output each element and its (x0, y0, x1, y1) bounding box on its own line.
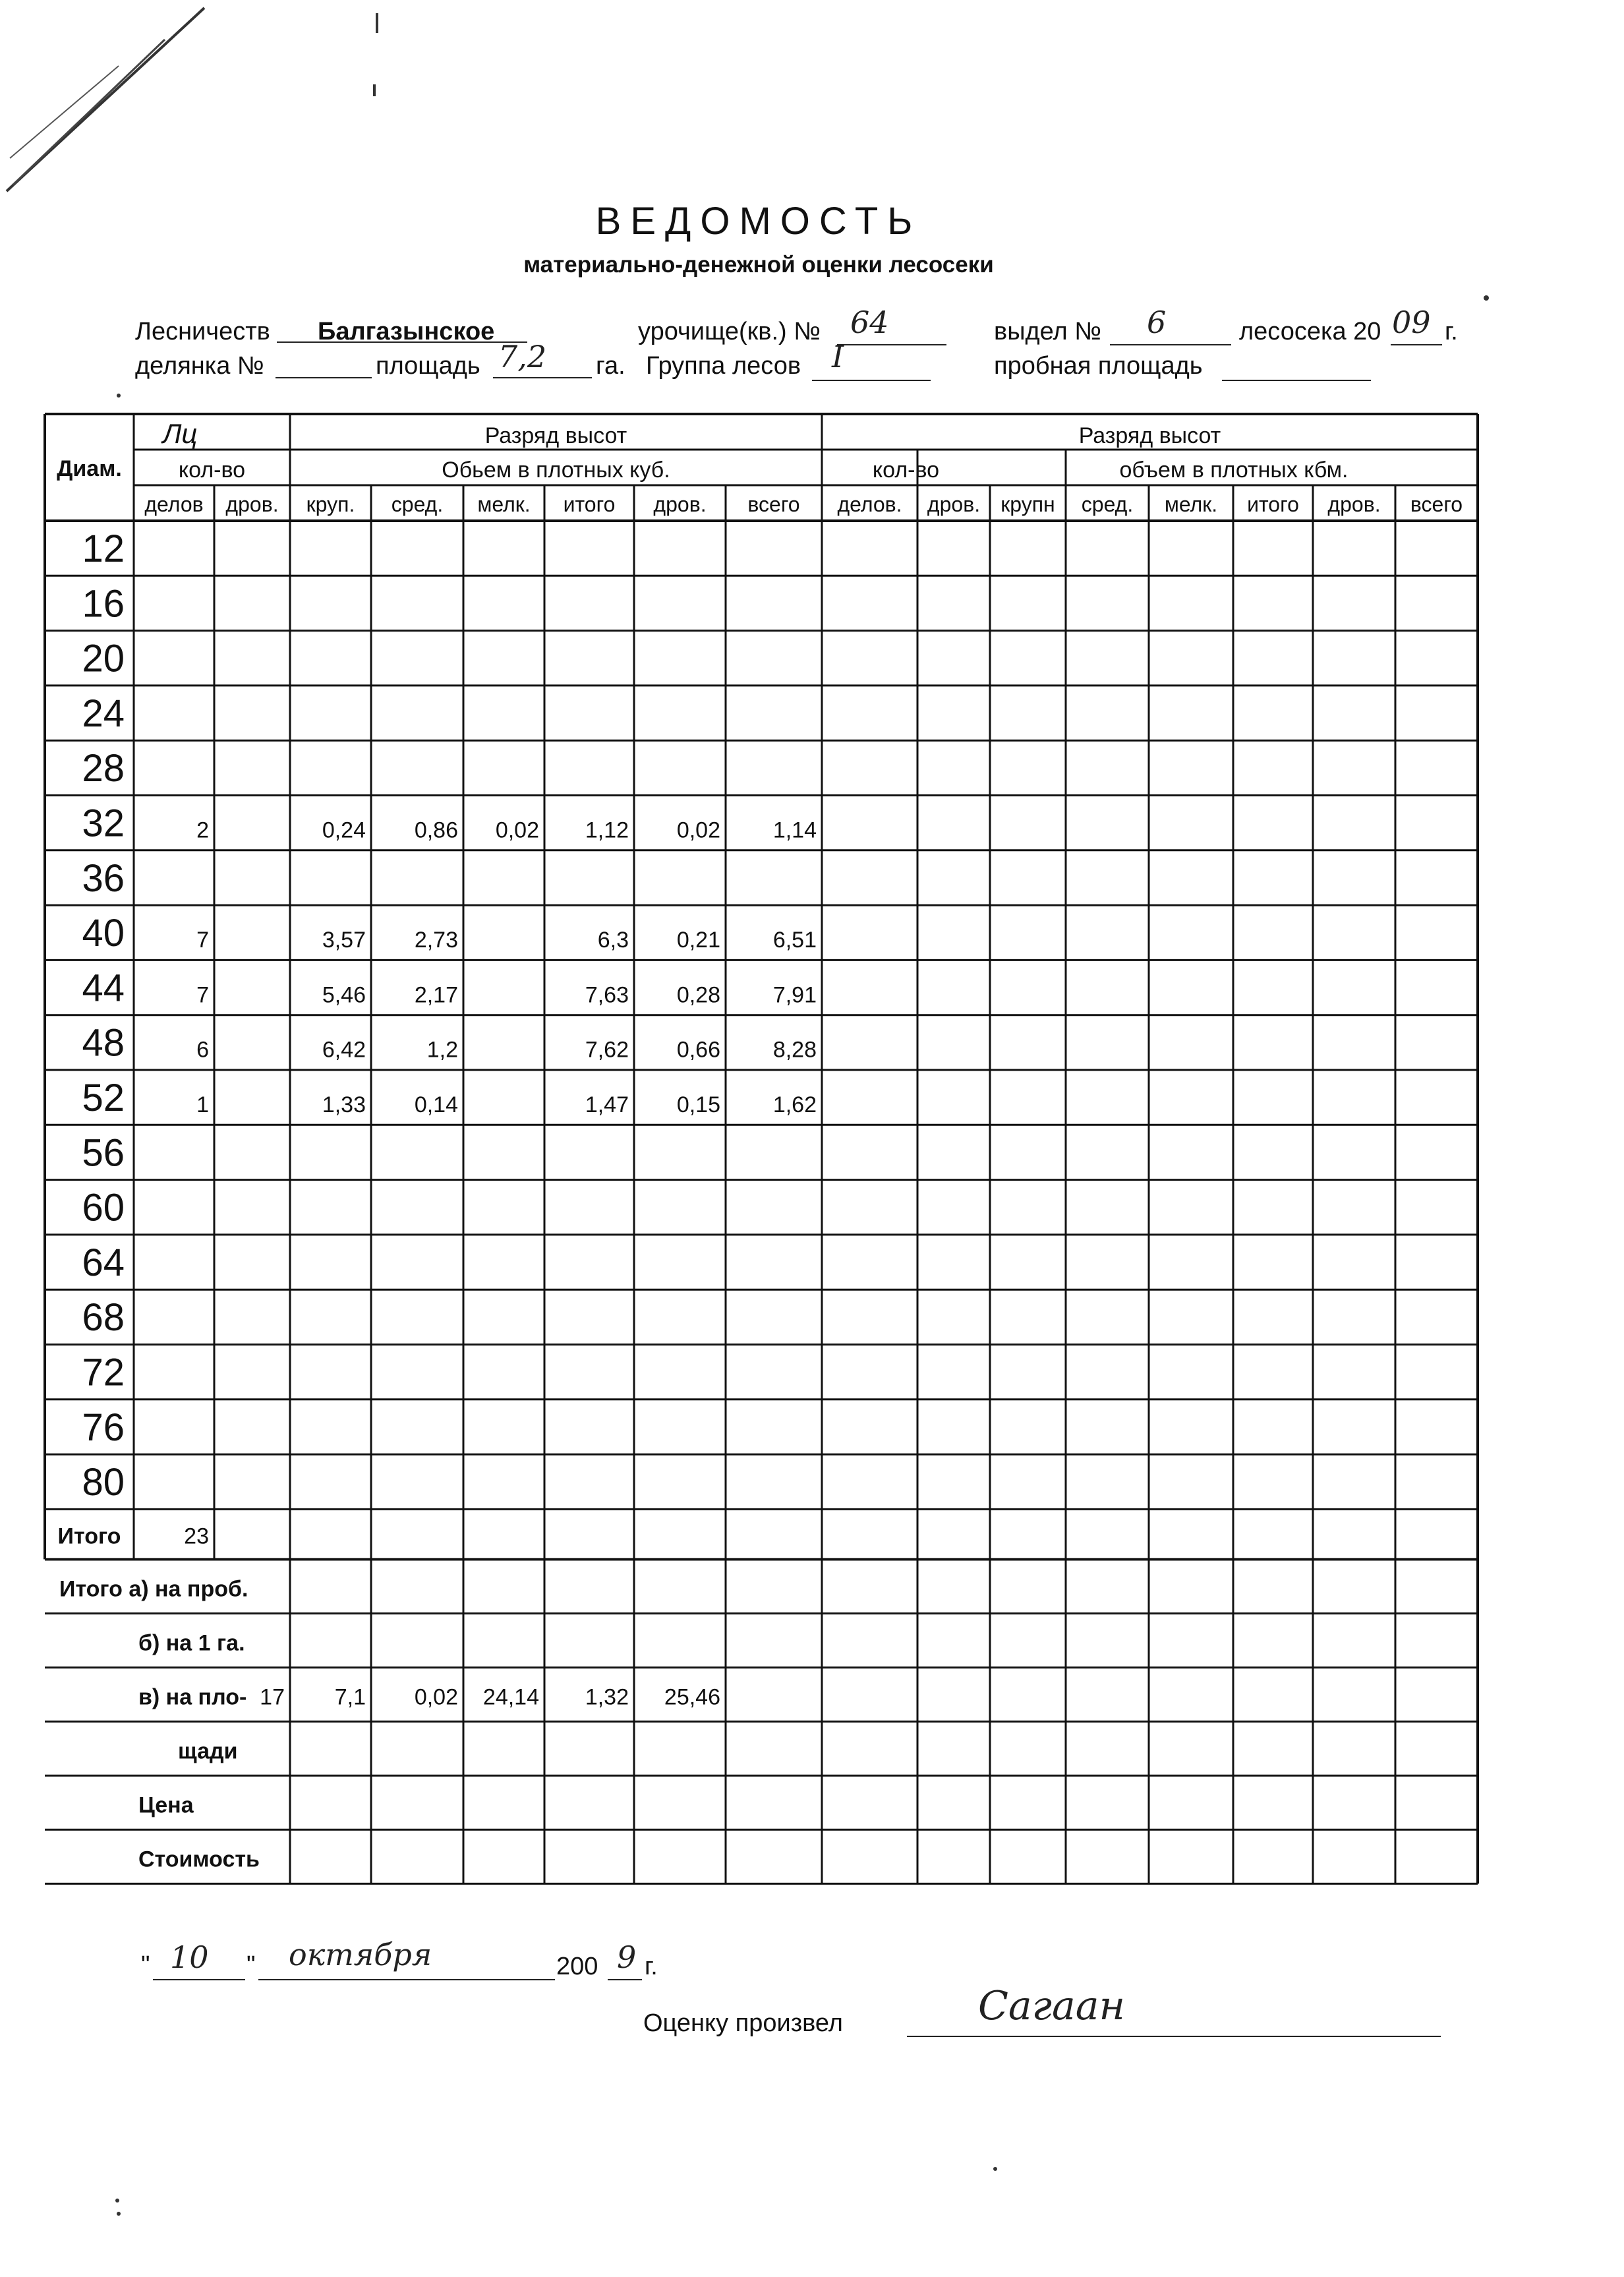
header-volume-2: объем в плотных кбм. (1119, 458, 1348, 483)
table-cell: 0,28 (676, 982, 720, 1008)
diameter-value: 28 (82, 747, 125, 790)
header-count-1: кол-во (178, 458, 246, 483)
quote-close: " (246, 1951, 256, 1979)
table-cell: 2 (196, 817, 209, 843)
plot-label: делянка № (135, 352, 264, 380)
diameter-value: 40 (82, 912, 125, 955)
diameter-value: 76 (82, 1405, 125, 1449)
diameter-value: 64 (82, 1241, 125, 1284)
date-month: октября (289, 1937, 432, 1972)
summary-cell: 25,46 (664, 1684, 720, 1710)
table-cell: 1,47 (585, 1092, 629, 1117)
header-diameter: Диам. (57, 456, 122, 481)
summary-label: Итого а) на проб. (59, 1576, 248, 1602)
table-cell: 7,91 (772, 982, 817, 1008)
header-height-class-2: Разряд высот (1078, 423, 1221, 448)
diameter-value: 24 (82, 692, 125, 735)
cutting-label: лесосека 20 (1239, 318, 1381, 345)
table-cell: 1,12 (585, 817, 629, 843)
table-cell: 0,02 (495, 817, 539, 843)
table-cell: 1,14 (772, 817, 817, 843)
diameter-value: 48 (82, 1021, 125, 1065)
diameter-value: 72 (82, 1351, 125, 1394)
summary-label: в) на пло- (138, 1684, 247, 1710)
cutting-suffix: г. (1445, 318, 1458, 345)
cutting-year: 09 (1392, 305, 1431, 340)
subheader-left: дров. (653, 492, 707, 516)
date-year-unit: г. (645, 1953, 658, 1980)
diameter-value: 52 (82, 1077, 125, 1119)
sample-area-label: пробная площадь (994, 352, 1203, 380)
table-cell: 0,86 (414, 817, 458, 843)
diameter-value: 12 (82, 527, 125, 570)
document-subtitle: материально-денежной оценки лесосеки (523, 252, 994, 278)
diameter-value: 36 (82, 856, 125, 900)
forestry-label: Лесничеств (135, 318, 270, 345)
table-cell: 0,66 (676, 1037, 720, 1063)
forestry-value: Балгазынское (318, 318, 495, 345)
diameter-value: 20 (82, 637, 125, 680)
diameter-value: 68 (82, 1296, 125, 1340)
diameter-value: 60 (82, 1186, 125, 1229)
subheader-left: мелк. (477, 492, 531, 516)
table-cell: 1,33 (322, 1092, 366, 1117)
summary-cell: 17 (260, 1684, 285, 1710)
table-cell: 6,3 (597, 928, 629, 953)
subheader-left: сред. (391, 492, 444, 516)
tract-value: 64 (850, 305, 889, 340)
date-year-prefix: 200 (556, 1953, 598, 1980)
summary-cell: 0,02 (414, 1684, 458, 1710)
document-title: ВЕДОМОСТЬ (595, 200, 922, 243)
group-label: Группа лесов (646, 352, 801, 380)
summary-cell: 1,32 (585, 1684, 629, 1710)
table-cell: 0,14 (414, 1092, 458, 1117)
summary-cell: 7,1 (334, 1684, 366, 1710)
subheader-left: делов (144, 492, 204, 516)
table-cell: 2,17 (414, 982, 458, 1008)
table-cell: 7 (196, 982, 209, 1008)
subheader-right: мелк. (1164, 492, 1218, 516)
summary-label: щади (178, 1738, 238, 1764)
signature: Сагаан (978, 1983, 1126, 2029)
diameter-value: 44 (82, 966, 125, 1010)
subheader-left: круп. (306, 492, 355, 516)
summary-cell: 24,14 (482, 1684, 539, 1710)
table-cell: 7 (196, 928, 209, 953)
diameter-value: 16 (82, 582, 125, 626)
diameter-value: 32 (82, 802, 125, 845)
summary-label: Цена (138, 1792, 194, 1818)
area-value: 7,2 (498, 339, 547, 374)
table-cell: 8,28 (772, 1037, 817, 1063)
summary-label: б) на 1 га. (138, 1630, 245, 1656)
table-cell: 6,51 (772, 928, 817, 953)
table-cell: 7,62 (585, 1037, 629, 1063)
subheader-right: делов. (837, 492, 902, 516)
subheader-right: итого (1247, 492, 1299, 516)
table-cell: 0,02 (676, 817, 720, 843)
group-value: I (832, 339, 844, 374)
quote-open: " (141, 1951, 150, 1979)
table-cell: 0,21 (676, 928, 720, 953)
section-label: выдел № (994, 318, 1102, 345)
date-year-suffix: 9 (617, 1939, 637, 1975)
summary-label: Стоимость (138, 1847, 260, 1872)
date-day: 10 (170, 1939, 209, 1975)
subheader-right: крупн (1000, 492, 1055, 516)
header-count-2: кол-во (872, 458, 940, 483)
diameter-value: 56 (82, 1131, 125, 1175)
subheader-left: всего (747, 492, 800, 516)
table-cell: 6,42 (322, 1037, 366, 1063)
diameter-value: 80 (82, 1461, 125, 1504)
table-cell: 1,2 (426, 1037, 458, 1063)
subheader-right: дров. (927, 492, 981, 516)
header-height-class-1: Разряд высот (484, 423, 627, 448)
header-volume-1: Обьем в плотных куб. (442, 458, 670, 483)
subheader-right: сред. (1081, 492, 1134, 516)
subheader-right: всего (1410, 492, 1463, 516)
table-cell: 2,73 (414, 928, 458, 953)
table-cell: 7,63 (585, 982, 629, 1008)
table-cell: 1,62 (772, 1092, 817, 1117)
tract-label: урочище(кв.) № (638, 318, 821, 345)
evaluator-label: Оценку произвел (643, 2009, 843, 2037)
table-cell: 1 (196, 1092, 209, 1117)
area-label: площадь (376, 352, 480, 380)
area-unit: га. (596, 352, 625, 380)
total-count: 23 (184, 1523, 209, 1549)
table-cell: 6 (196, 1037, 209, 1063)
total-label: Итого (57, 1523, 121, 1549)
table-cell: 3,57 (322, 928, 366, 953)
section-value: 6 (1147, 305, 1167, 340)
table-cell: 5,46 (322, 982, 366, 1008)
table-cell: 0,24 (322, 817, 366, 843)
header-species: Лц (162, 418, 198, 449)
subheader-right: дров. (1327, 492, 1381, 516)
table-cell: 0,15 (676, 1092, 720, 1117)
subheader-left: дров. (225, 492, 279, 516)
subheader-left: итого (563, 492, 616, 516)
